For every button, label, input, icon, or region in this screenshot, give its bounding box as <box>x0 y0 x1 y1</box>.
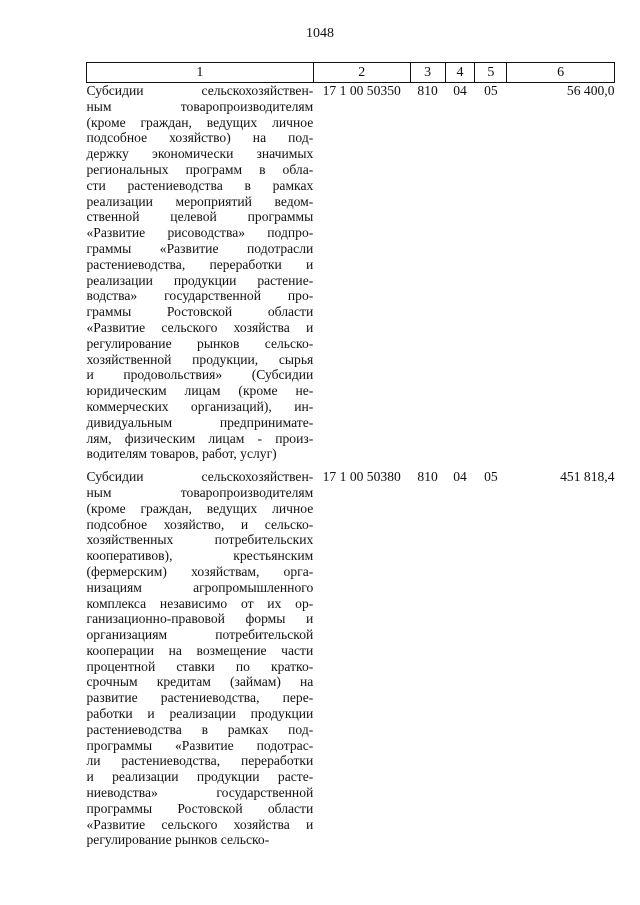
description-line: региональных программ в обла- <box>86 161 314 177</box>
description-line: хозяйственной продукции, сырья <box>86 351 314 367</box>
description-line: ли растениеводства, переработки <box>86 753 314 769</box>
page-number: 1048 <box>306 26 334 41</box>
description-line: держку экономически значимых <box>86 146 314 162</box>
expense-type-code: 810 <box>417 83 438 98</box>
description-line: (кроме граждан, ведущих личное <box>86 500 314 516</box>
description-line: подсобное хозяйство) на под- <box>86 130 314 146</box>
section-code: 04 <box>453 469 467 485</box>
description-line: кооперации на возмещение части <box>86 642 314 658</box>
description-line: и продовольствия» (Субсидии <box>86 367 314 383</box>
description-line: подсобное хозяйство, и сельско- <box>86 516 314 532</box>
budget-table <box>86 62 615 855</box>
table-row <box>87 83 615 470</box>
description-line: хозяйственных потребительских <box>86 532 314 548</box>
description-line: срочным кредитам (займам) на <box>86 674 314 690</box>
description-line: организациям потребительской <box>86 627 314 643</box>
description-line: ным товаропроизводителям <box>86 484 314 500</box>
description-line: программы «Развитие подотрас- <box>86 737 314 753</box>
description-line: «Развитие сельского хозяйства и <box>86 816 314 832</box>
subsection-code: 05 <box>484 83 498 98</box>
description-line: Субсидии сельскохозяйствен- <box>86 469 314 485</box>
description-line: «Развитие рисоводства» подпро- <box>86 225 314 241</box>
description-line: юридическим лицам (кроме не- <box>86 383 314 399</box>
description-line: (фермерским) хозяйствам, орга- <box>86 563 314 579</box>
description-line: ганизационно-правовой формы и <box>86 611 314 627</box>
description-line: кооперативов), крестьянским <box>86 548 314 564</box>
table-row <box>87 469 615 855</box>
row-description <box>87 469 314 855</box>
description-line: программы Ростовской области <box>86 800 314 816</box>
description-line: дивидуальным предпринимате- <box>86 414 314 430</box>
header-col-2: 2 <box>313 63 410 83</box>
target-article-code: 17 1 00 50380 <box>322 469 401 485</box>
description-line: растениеводства, переработки и <box>86 256 314 272</box>
target-article-code: 17 1 00 50350 <box>322 83 401 98</box>
description-line: водства» государственной про- <box>86 288 314 304</box>
description-line: процентной ставки по кратко- <box>86 658 314 674</box>
section-code: 04 <box>453 83 467 98</box>
header-col-4: 4 <box>445 63 475 83</box>
description-line: реализации продукции растение- <box>86 272 314 288</box>
table-header-row <box>87 63 615 83</box>
subsection-code: 05 <box>484 469 498 485</box>
description-line: регулирование рынков сельско- <box>86 832 270 848</box>
description-line: комплекса независимо от их ор- <box>86 595 314 611</box>
amount-value: 56 400,0 <box>566 83 615 98</box>
row-description <box>87 83 314 470</box>
description-line: сти растениеводства в рамках <box>86 177 314 193</box>
description-line: работки и реализации продукции <box>86 706 314 722</box>
amount-value: 451 818,4 <box>560 469 615 485</box>
description-line: регулирование рынков сельско- <box>86 335 314 351</box>
description-line: и реализации продукции расте- <box>86 769 314 785</box>
description-line: (кроме граждан, ведущих личное <box>86 114 314 130</box>
header-col-3: 3 <box>410 63 445 83</box>
description-line: реализации мероприятий ведом- <box>86 193 314 209</box>
description-line: лям, физическим лицам - произ- <box>86 430 314 446</box>
description-line: ным товаропроизводителям <box>86 98 314 114</box>
description-line: Субсидии сельскохозяйствен- <box>86 83 314 98</box>
expense-type-code: 810 <box>417 469 438 485</box>
header-col-6: 6 <box>507 63 615 83</box>
description-line: коммерческих организаций), ин- <box>86 398 314 414</box>
description-line: «Развитие сельского хозяйства и <box>86 319 314 335</box>
description-line: водителям товаров, работ, услуг) <box>86 446 277 462</box>
header-col-1: 1 <box>87 63 314 83</box>
description-line: растениеводства в рамках под- <box>86 721 314 737</box>
description-line: ственной целевой программы <box>86 209 314 225</box>
description-line: ниеводства» государственной <box>86 785 314 801</box>
description-line: граммы Ростовской области <box>86 304 314 320</box>
description-line: развитие растениеводства, пере- <box>86 690 314 706</box>
description-line: граммы «Развитие подотрасли <box>86 240 314 256</box>
description-line: низациям агропромышленного <box>86 579 314 595</box>
header-col-5: 5 <box>475 63 507 83</box>
